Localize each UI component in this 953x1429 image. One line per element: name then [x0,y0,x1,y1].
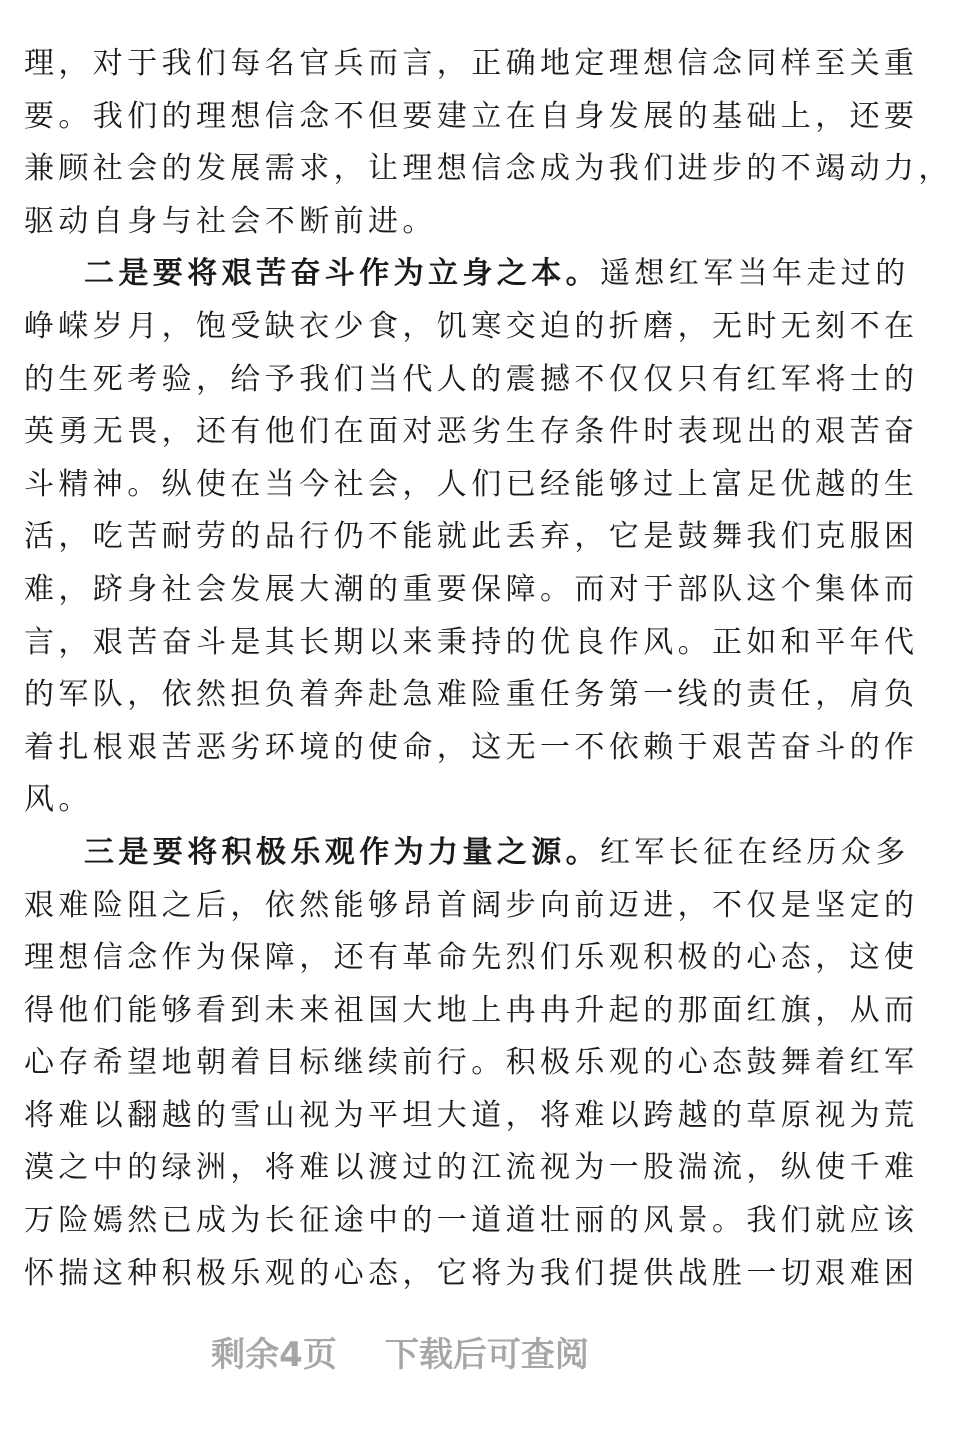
text-line: 的生死考验，给予我们当代人的震撼不仅仅只有红军将士的 [24,361,919,397]
text-span: 红军长征在经历众多 [600,834,910,870]
text-line: 漠之中的绿洲，将难以渡过的江流视为一股湍流，纵使千难 [24,1150,919,1186]
text-line: 得他们能够看到未来祖国大地上冉冉升起的那面红旗，从而 [24,992,919,1028]
text-line: 峥嵘岁月，饱受缺衣少食，饥寒交迫的折磨，无时无刻不在 [24,308,919,344]
paragraph-heading-line [24,827,910,880]
text-line: 斗精神。纵使在当今社会，人们已经能够过上富足优越的生 [24,466,919,502]
text-line: 万险嫣然已成为长征途中的一道道壮丽的风景。我们就应该 [24,1203,919,1239]
document-body [24,38,953,1300]
text-line: 理想信念作为保障，还有革命先烈们乐观积极的心态，这使 [24,940,919,976]
text-line: 要。我们的理想信念不但要建立在自身发展的基础上，还要 [24,98,919,134]
text-line: 艰难险阻之后，依然能够昂首阔步向前迈进，不仅是坚定的 [24,887,919,923]
text-line: 驱动自身与社会不断前进。 [24,203,437,239]
text-span: 遥想红军当年走过的 [600,256,910,292]
text-line: 怀揣这种积极乐观的心态，它将为我们提供战胜一切艰难困 [24,1255,919,1291]
text-line: 的军队，依然担负着奔赴急难险重任务第一线的责任，肩负 [24,677,919,713]
download-prompt-banner[interactable] [0,1320,800,1390]
paragraph-heading-line [24,248,910,301]
text-line: 兼顾社会的发展需求，让理想信念成为我们进步的不竭动力， [24,151,953,187]
paragraph-heading: 三是要将积极乐观作为力量之源。 [84,834,600,870]
paragraph-heading: 二是要将艰苦奋斗作为立身之本。 [84,256,600,292]
text-line: 难，跻身社会发展大潮的重要保障。而对于部队这个集体而 [24,571,919,607]
text-line: 英勇无畏，还有他们在面对恶劣生存条件时表现出的艰苦奋 [24,414,919,450]
text-line: 着扎根艰苦恶劣环境的使命，这无一不依赖于艰苦奋斗的作 [24,729,919,765]
download-to-view-label: 下载后可查阅 [384,1335,589,1375]
text-line: 心存希望地朝着目标继续前行。积极乐观的心态鼓舞着红军 [24,1045,919,1081]
remaining-pages-label: 剩余4页 [211,1335,337,1375]
text-line: 将难以翻越的雪山视为平坦大道，将难以跨越的草原视为荒 [24,1097,919,1133]
text-line: 风。 [24,782,93,818]
text-line: 理，对于我们每名官兵而言，正确地定理想信念同样至关重 [24,46,919,81]
text-line: 言，艰苦奋斗是其长期以来秉持的优良作风。正如和平年代 [24,624,919,660]
text-line: 活，吃苦耐劳的品行仍不能就此丢弃，它是鼓舞我们克服困 [24,519,919,555]
